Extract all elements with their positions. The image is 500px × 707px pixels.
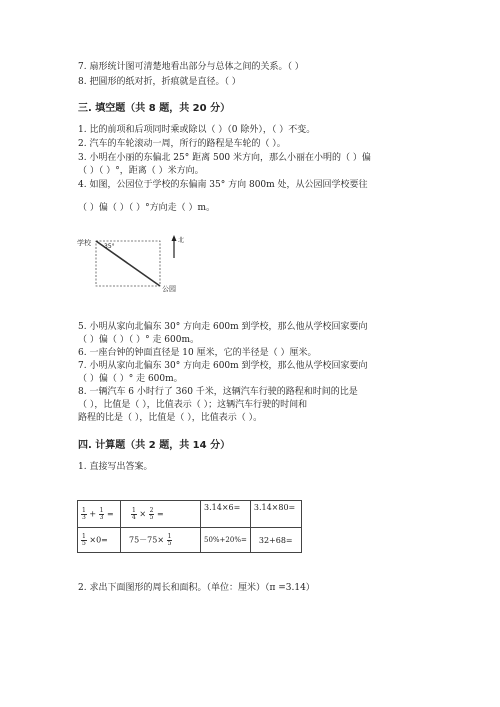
fraction: $\frac{1}{4}$ xyxy=(132,506,136,521)
calc-row xyxy=(78,501,302,528)
section4-title: 四. 计算题（共 2 题，共 14 分） xyxy=(78,440,231,451)
park-label: 公园 xyxy=(162,285,176,293)
fraction: $\frac{2}{5}$ xyxy=(149,506,154,521)
expression-rest: ×0= xyxy=(89,535,108,544)
calc-cell: 50%+20%= xyxy=(201,528,251,553)
judge-q7: 7. 扇形统计图可清楚地看出部分与总体之间的关系。（ ） xyxy=(78,62,304,72)
calc-cell xyxy=(121,501,201,528)
angle-label: 35° xyxy=(104,243,115,250)
calc-cell xyxy=(78,501,121,528)
fill-q7-line1: 7. 小明从家向北偏东 30° 方向走 600m 到学校，那么他从学校回家要向 xyxy=(78,361,368,371)
fill-q4-line2: （ ）偏（ ）（ ）°方向走（ ）m。 xyxy=(78,203,215,213)
calc-cell xyxy=(121,528,201,553)
fill-q5-line1: 5. 小明从家向北偏东 30° 方向走 600m 到学校，那么他从学校回家要向 xyxy=(78,322,368,332)
equals: = xyxy=(107,509,114,518)
fill-q8-line3: 路程的比是（ ），比值是（ ），比值表示（ ）。 xyxy=(78,413,263,423)
calc-cell: 3.14×6= xyxy=(201,501,251,528)
fraction: $\frac{1}{5}$ xyxy=(82,532,86,547)
fill-q2: 2. 汽车的车轮滚动一周，所行的路程是车轮的（ ）。 xyxy=(78,139,286,149)
fraction: $\frac{1}{5}$ xyxy=(167,532,172,547)
calc-table xyxy=(77,500,302,553)
north-label: 北 xyxy=(178,237,185,244)
expression-prefix: 75－75× xyxy=(129,535,165,544)
operator: × xyxy=(139,509,147,518)
fill-q5-line2: （ ）偏（ ）（ ）° 走 600m。 xyxy=(78,335,200,345)
fraction: $\frac{1}{3}$ xyxy=(82,506,86,521)
calc-q2: 2. 求出下面图形的周长和面积。（单位：厘米）（π =3.14） xyxy=(78,583,315,593)
direction-diagram xyxy=(76,232,196,294)
calc-row xyxy=(78,528,302,553)
fill-q7-line2: （ ）偏（ ）° 走 600m。 xyxy=(78,374,183,384)
judge-q8: 8. 把圆形的纸对折，折痕就是直径。（ ） xyxy=(78,77,241,87)
section3-title: 三. 填空题（共 8 题，共 20 分） xyxy=(78,103,231,114)
fill-q6: 6. 一座台钟的钟面直径是 10 厘米，它的半径是（ ）厘米。 xyxy=(78,348,317,358)
fill-q8-line2: （ ），比值是（ ），比值表示（ ）；这辆汽车行驶的时间和 xyxy=(78,400,308,410)
fraction: $\frac{1}{3}$ xyxy=(99,506,104,521)
fill-q3-line1: 3. 小明在小丽的东偏北 25° 距离 500 米方向，那么小丽在小明的（ ）偏 xyxy=(78,153,371,163)
calc-cell: 32+68= xyxy=(250,528,301,553)
fill-q4-line1: 4. 如图，公园位于学校的东偏南 35° 方向 800m 处，从公园回学校要往 xyxy=(78,180,368,190)
calc-cell xyxy=(78,528,121,553)
school-label: 学校 xyxy=(77,239,91,247)
north-arrow-head-icon xyxy=(172,235,177,241)
equals: = xyxy=(157,509,164,518)
fill-q8-line1: 8. 一辆汽车 6 小时行了 360 千米，这辆汽车行驶的路程和时间的比是 xyxy=(78,387,358,397)
calc-q1: 1. 直接写出答案。 xyxy=(78,462,153,472)
calc-cell: 3.14×80= xyxy=(250,501,301,528)
fill-q1: 1. 比的前项和后项同时乘或除以（ ）（0 除外），（ ）不变。 xyxy=(78,125,316,135)
operator: + xyxy=(89,509,97,518)
fill-q3-line2: （ ）（ ）°，距离（ ）米方向。 xyxy=(78,166,204,176)
